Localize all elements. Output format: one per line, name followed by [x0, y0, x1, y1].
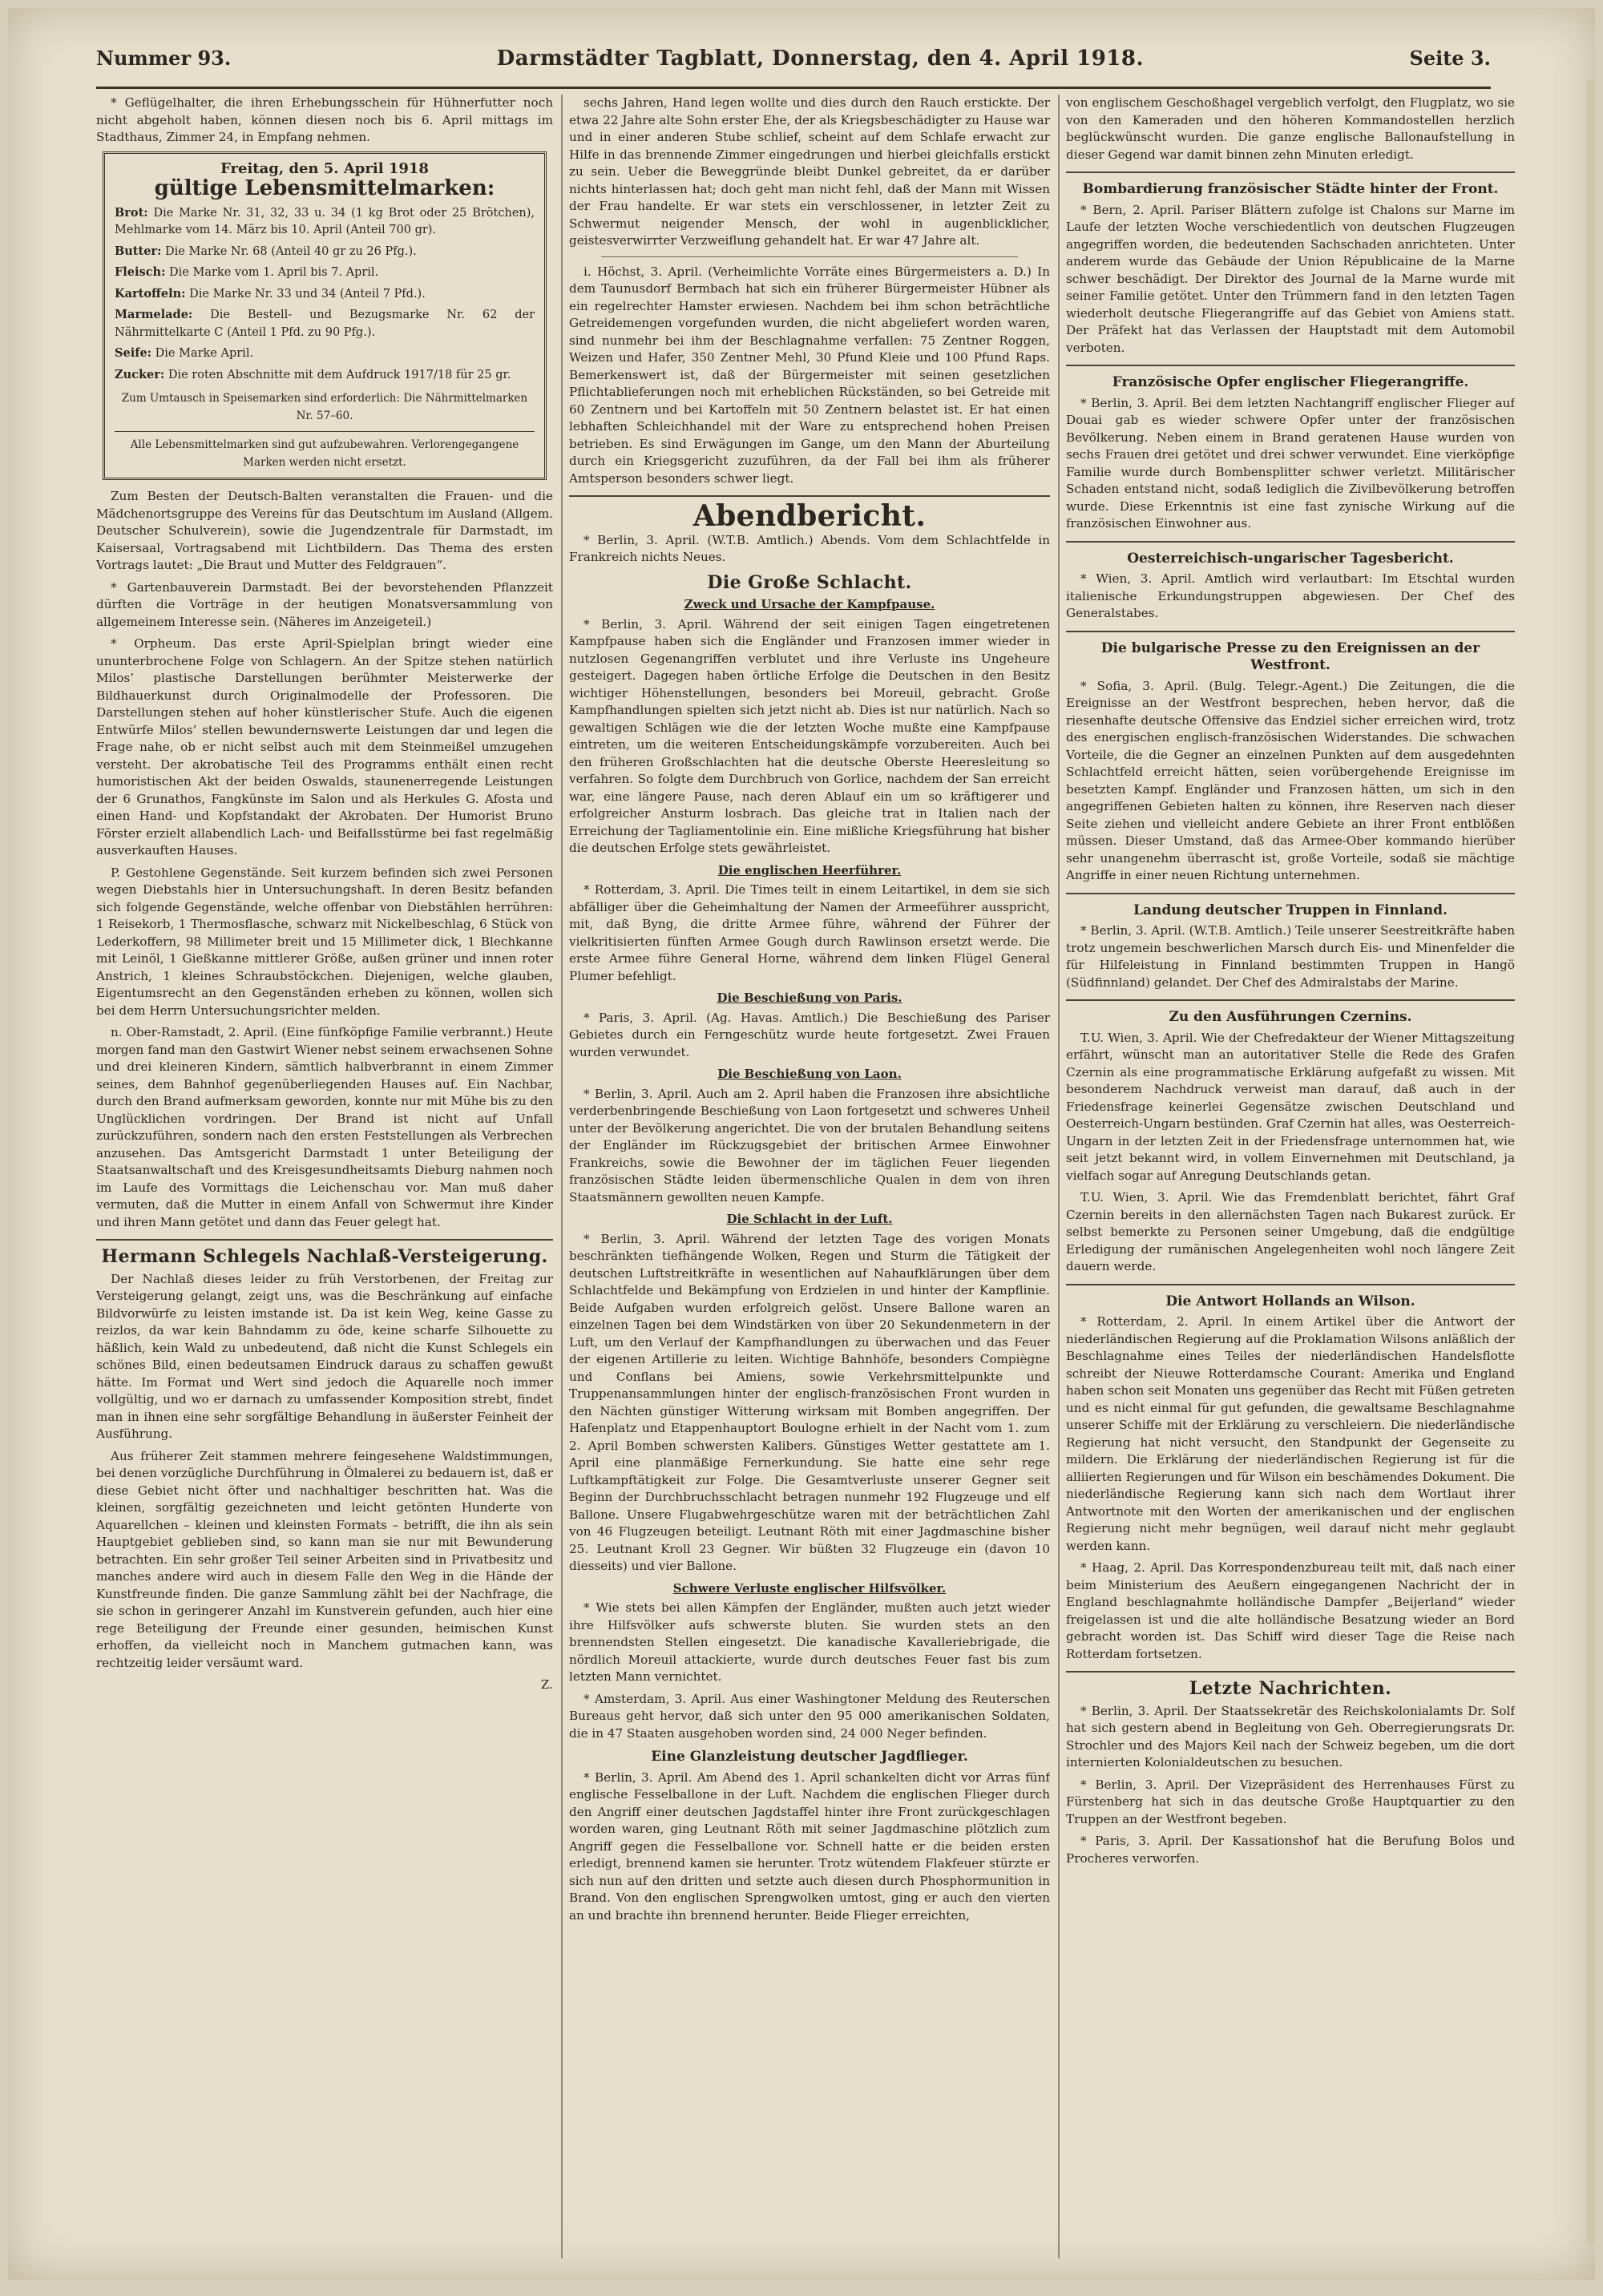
- latest-news-headline: Letzte Nachrichten.: [1189, 1678, 1392, 1699]
- article-paragraph: * Berlin, 3. April. (W.T.B. Amtlich.) Teile unserer Seestreitkräfte haben trotz ungemein beschwerlichen Marsch durch Eis- und Minenfelder die für Hilfeleistung in Finnland bestimmten Truppen in Hangö (Südfinnland) gelandet. Der Chef des Admiralstabs der Marine.: [1066, 923, 1515, 990]
- article-paragraph: * Bern, 2. April. Pariser Blättern zufolge ist Chalons sur Marne im Laufe der letzten Woche verschiedentlich von deutschen Flugzeugen angegriffen worden, die bedeutenden Sachschaden anrichteten. Unter anderem wurde das Gebäude der Union Républicaine de la Marne schwer beschädigt. Der Direktor des Journal de la Marne wurde mit seiner Familie getötet. Unter den Trümmern fand in den letzten Tagen wiederholt deutsche Fliegerangriffe auf das Gebiet von Amiens statt. Der Präfekt hat das Verlassen der Hauptstadt mit dem Automobil verboten.: [1066, 202, 1515, 355]
- fighter-pilot-headline: Eine Glanzleistung deutscher Jagdflieger.: [651, 1749, 968, 1765]
- article-paragraph: T.U. Wien, 3. April. Wie das Fremdenblatt berichtet, fährt Graf Czernin bereits in den allernächsten Tagen nach Bukarest zurück. Er selbst bemerkte zu Personen seiner Umgebung, daß die endgültige Erledigung der rumänischen Angelegenheiten wohl noch längere Zeit dauern werde.: [1066, 1190, 1515, 1273]
- victims-headline: Französische Opfer englischer Fliegerangriffe.: [1112, 374, 1469, 390]
- section-divider: [1066, 999, 1515, 1001]
- newspaper-page: [8, 8, 1595, 2280]
- subheadline: Die Beschießung von Paris.: [717, 991, 902, 1005]
- ration-title: gültige Lebensmittelmarken:: [154, 176, 495, 200]
- ration-footnote: Alle Lebensmittelmarken sind gut aufzubewahren. Verlorengegangene Marken werden nicht ersetzt.: [115, 431, 535, 471]
- article-paragraph: von englischem Geschoßhagel vergeblich verfolgt, den Flugplatz, wo sie von den Kameraden und den höheren Kommandostellen herzlich beglückwünscht wurden. Die ganze englische Ballonaufstellung in dieser Gegend war damit binnen zehn Minuten erledigt.: [1066, 95, 1515, 162]
- newspaper-title: Darmstädter Tagblatt, Donnerstag, den 4. April 1918.: [496, 46, 1145, 71]
- holland-headline: Die Antwort Hollands an Wilson.: [1165, 1293, 1415, 1309]
- article-paragraph: Zum Besten der Deutsch-Balten veranstalten die Frauen- und die Mädchenortsgruppe des Vereins für das Deutschtum im Ausland (Allgem. Deutscher Schulverein), sowie die Jugendzentrale für Darmstadt, im Kaisersaal, Vortragsabend mit Lichtbildern. Das Thema des ersten Vortrags lautet: „Die Braut und Mutter des Feldgrauen“.: [96, 489, 553, 572]
- section-divider: [1066, 1671, 1515, 1673]
- ration-row: Fleisch: Die Marke vom 1. April bis 7. April.: [115, 265, 379, 279]
- section-divider: [569, 495, 1050, 497]
- page-number: Seite 3.: [1409, 46, 1491, 70]
- article-paragraph: i. Höchst, 3. April. (Verheimlichte Vorräte eines Bürgermeisters a. D.) In dem Taunusdorf Bermbach hat sich ein früherer Bürgermeister Hübner als ein regelrechter Hamster erwiesen. Nachdem bei ihm schon beträchtliche Getreidemengen vorgefunden wurden, die nicht abgeliefert worden waren, sind nunmehr bei ihm der Beschlagnahme verfallen: 75 Zentner Roggen, Weizen und Hafer, 350 Zentner Mehl, 30 Pfund Kleie und 100 Pfund Raps. Bemerkenswert ist, daß der Bürgermeister mit seinen gesetzlichen Pflichtablieferungen noch mit erheblichen Rückständen, so bei Getreide mit 60 Zentnern und bei Kartoffeln mit 50 Zentnern belastet ist. Er hat einen lebhaften Schleichhandel mit der Ware zu entsprechend hohen Preisen betrieben. Es sind Erwägungen im Gange, um den Mann der Aburteilung durch ein Kriegsgericht zuzuführen, da der Fall bei ihm als früherer Amtsperson besonders schwer liegt.: [569, 264, 1050, 486]
- article-paragraph: * Berlin, 3. April. Am Abend des 1. April schankelten dicht vor Arras fünf englische Fesselballone in der Luft. Nachdem die englischen Flieger durch den Angriff einer deutschen Jagdstaffel hinter ihre Front zurückgeschlagen worden waren, ging Leutnant Röth mit seiner Jagdmaschine plötzlich zum Angriff gegen die Fesselballone vor. Schnell hatte er die beiden ersten erledigt, brennend kamen sie herunter. Trotz wütendem Flakfeuer stürzte er sich nun auf den dritten und setzte auch diesen durch Phosphormunition in Brand. Von den englischen Sprengwolken umtost, ging er auch den vierten an und brachte ihn brennend herunter. Beide Flieger erreichten,: [569, 1769, 1050, 1923]
- column-1: [96, 95, 553, 2258]
- finland-headline: Landung deutscher Truppen in Finnland.: [1133, 902, 1448, 918]
- ration-row: Zucker: Die roten Abschnitte mit dem Aufdruck 1917/18 für 25 gr.: [115, 367, 511, 381]
- article-paragraph: T.U. Wien, 3. April. Wie der Chefredakteur der Wiener Mittagszeitung erfährt, wünscht man an autoritativer Stelle die Rede des Grafen Czernin als eine programmatische Erklärung aufgefaßt zu wissen. Mit besonderem Nachdruck verweist man darauf, daß auch in der Friedensfrage keinerlei Gegensätze zwischen Deutschland und Oesterreich-Ungarn bestünden. Graf Czernin hat alles, was Oesterreich-Ungarn in der letzten Zeit in der Friedensfrage unternommen hat, wie seit jetzt bekannt wird, in vollem Einvernehmen mit Deutschland, ja vielfach sogar auf Anregung Deutschlands getan.: [1066, 1030, 1515, 1183]
- section-divider: [1066, 893, 1515, 894]
- article-paragraph: P. Gestohlene Gegenstände. Seit kurzem befinden sich zwei Personen wegen Diebstahls hier in Untersuchungshaft. In deren Besitz befanden sich folgende Gegenstände, welche offenbar von Diebstählen herrühren: 1 Reisekorb, 1 Thermosflasche, schwarz mit Nickelbeschlag, 6 Stück von Lederkoffern, 98 Millimeter breit und 15 Millimeter dick, 1 Blechkanne mit Leinöl, 1 Gießkanne mittlerer Größe, außen grüner und innen roter Anstrich, 1 kleines Schraubstöckchen. Diejenigen, welche glauben, Eigentumsrecht an den Gegenständen erheben zu können, wollen sich bei dem Herrn Untersuchungsrichter melden.: [96, 865, 553, 1018]
- bombardment-headline: Bombardierung französischer Städte hinter der Front.: [1082, 181, 1499, 197]
- article-paragraph: * Berlin, 3. April. Während der letzten Tage des vorigen Monats beschränkten tiefhängende Wolken, Regen und Sturm die Tätigkeit der deutschen Luftstreitkräfte in wesentlichen auf Nahaufklärungen über dem Schlachtfelde und Bekämpfung von Erdzielen in und hinter der Kampflinie. Beide Aufgaben wurden erfolgreich gelöst. Unsere Ballone waren an einzelnen Tagen bei dem Windstärken von über 20 Sekundenmetern in der Luft, um den Verlauf der Kampfhandlungen zu überwachen und das Feuer der eigenen Artillerie zu leiten. Wichtige Bahnhöfe, besonders Compiègne und Conflans bei Amiens, sowie Verkehrsmittelpunkte und Truppenansammlungen hinter der englisch-französischen Front wurden in den Nächten günstiger Witterung wirksam mit Bomben angegriffen. Der Hafenplatz und Etappenhauptort Boulogne erhielt in der Nacht vom 1. zum 2. April Bomben schwersten Kalibers. Günstiges Wetter gestattete am 1. April eine planmäßige Fernerkundung. Sie hatte eine sehr rege Luftkampftätigkeit zur Folge. Die Gesamtverluste unserer Gegner seit Beginn der Durchbruchsschlacht betragen nunmehr 192 Flugzeuge und elf Ballone. Unsere Flugabwehrgeschütze waren mit der beträchtlichen Zahl von 46 Flugzeugen beteiligt. Leutnant Röth mit einer Jagdmaschine bisher 25. Leutnant Kroll 23 Gegner. Wir büßten 32 Flugzeuge ein (davon 10 diesseits) und vier Ballone.: [569, 1231, 1050, 1573]
- subheadline: Die Schlacht in der Luft.: [726, 1212, 893, 1226]
- section-divider: [1066, 1284, 1515, 1285]
- article-paragraph: * Rotterdam, 2. April. In einem Artikel über die Antwort der niederländischen Regierung auf die Proklamation Wilsons anläßlich der Beschlagnahme eines Teiles der niederländischen Handelsflotte schreibt der Nieuwe Rotterdamsche Courant: Amerika und England haben schon seit Monaten uns gegenüber das Recht mit Füßen getreten und es nicht einmal für gut gefunden, die gewaltsame Beschlagnahme unserer Schiffe mit der Erklärung zu verschleiern. Die niederländische Regierung hat nicht versucht, den Standpunkt der Gegenseite zu mildern. Die Erklärung der niederländischen Regierung ist für die alliierten Regierungen und für Wilson ein beschämendes Dokument. Die niederländische Regierung kann sich nach dem Wortlaut ihrer Antwortnote mit den Worten der amerikanischen und der englischen Regierung nicht mehr begnügen, weil darauf nicht mehr geglaubt werden kann.: [1066, 1314, 1515, 1553]
- article-paragraph: * Rotterdam, 3. April. Die Times teilt in einem Leitartikel, in dem sie sich abfälliger über die Geheimhaltung der Namen der Armeeführer ausspricht, mit, daß Byng, die dritte Armee führe, während der Führer der vielkritisierten fünften Armee Gough durch Rawlinson ersetzt werde. Die erste Armee führe General Horne, während dem linken Flügel General Plumer befehligt.: [569, 882, 1050, 983]
- subheadline: Die Beschießung von Laon.: [717, 1067, 902, 1081]
- article-paragraph: * Amsterdam, 3. April. Aus einer Washingtoner Meldung des Reuterschen Bureaus geht hervor, daß sich unter den 95 000 amerikanischen Soldaten, die in 47 Staaten ausgehoben worden sind, 24 000 Neger befinden.: [569, 1691, 1050, 1741]
- article-paragraph: * Orpheum. Das erste April-Spielplan bringt wieder eine ununterbrochene Folge von Schlagern. An der Spitze stehen natürlich Milos’ plastische Darstellungen berühmter Meisterwerke der Bildhauerkunst durch Originalmodelle der Professoren. Die Darstellungen stehen auf hoher künstlerischer Stufe. Auch die eigenen Entwürfe Milos’ stellen bewundernswerte Leistungen dar und legen die Frage nahe, ob er nicht selbst auch mit dem Steinmeißel umzugehen versteht. Der akrobatische Teil des Programms enthält einen recht humoristischen Akt der beiden Oswalds, staunenerregende Leistungen der 6 Grunathos, Fangkünste im Salon und als Herkules G. Afosta und einen Hand- und Kopfstandakt der Akrobaten. Der Humorist Bruno Förster erzielt allabendlich Lach- und Beifallsstürme bei fast regelmäßig ausverkauften Hauses.: [96, 636, 553, 857]
- ration-row: Butter: Die Marke Nr. 68 (Anteil 40 gr zu 26 Pfg.).: [115, 244, 417, 258]
- article-paragraph: * Berlin, 3. April. Bei dem letzten Nachtangriff englischer Flieger auf Douai gab es wieder schwere Opfer unter der französischen Bevölkerung. Neben einem in Brand geratenen Hause wurden von sechs Frauen drei getötet und drei schwer verwundet. Eine vierköpfige Familie wurde durch Bombensplitter schwer verletzt. Militärischer Schaden entstand nicht, sodaß lediglich die Zivilbevölkerung betroffen wurde. Diese Erkenntnis ist eine fast zynische Wirkung auf die französischen Einwohner aus.: [1066, 395, 1515, 531]
- ration-row: Brot: Die Marke Nr. 31, 32, 33 u. 34 (1 kg Brot oder 25 Brötchen), Mehlmarke vom 14. März bis 10. April (Anteil 700 gr).: [115, 205, 535, 236]
- article-paragraph: * Haag, 2. April. Das Korrespondenzbureau teilt mit, daß nach einer beim Ministerium des Aeußern eingegangenen Nachricht der in England beschlagnahmte holländische Dampfer „Beijerland“ wieder freigelassen ist und die alte holländische Besatzung wieder an Bord gebracht worden ist. Das Schiff wird dieser Tage die Reise nach Rotterdam fortsetzen.: [1066, 1560, 1515, 1661]
- article-paragraph: * Berlin, 3. April. Der Staatssekretär des Reichskolonialamts Dr. Solf hat sich gestern abend in Begleitung von Geh. Oberregierungsrats Dr. Strochler und des Majors Keil nach der Schweiz begeben, um die dort internierten Kolonialdeutschen zu besuchen.: [1066, 1703, 1515, 1769]
- article-paragraph: * Berlin, 3. April. Der Vizepräsident des Herrenhauses Fürst zu Fürstenberg hat sich in das deutsche Große Hauptquartier zu den Truppen an der Westfront begeben.: [1066, 1777, 1515, 1826]
- masthead: [96, 46, 1491, 89]
- section-divider: [1066, 365, 1515, 366]
- czernin-headline: Zu den Ausführungen Czernins.: [1169, 1009, 1412, 1025]
- ration-row: Kartoffeln: Die Marke Nr. 33 und 34 (Anteil 7 Pfd.).: [115, 286, 426, 301]
- article-intro: * Geflügelhalter, die ihren Erhebungsschein für Hühnerfutter noch nicht abgeholt haben, können diesen noch bis 6. April mittags im Stadthaus, Zimmer 24, in Empfang nehmen.: [96, 95, 553, 144]
- section-divider: [1066, 171, 1515, 173]
- battle-subheadline: Zweck und Ursache der Kampfpause.: [684, 597, 935, 611]
- bulgarian-press-headline: Die bulgarische Presse zu den Ereignissen an der Westfront.: [1100, 640, 1480, 673]
- auction-headline: Hermann Schlegels Nachlaß-Versteigerung.: [101, 1246, 548, 1267]
- article-paragraph: * Wie stets bei allen Kämpfen der Engländer, mußten auch jetzt wieder ihre Hilfsvölker aufs schwerste bluten. Sie wurden stets an den brennendsten Stellen eingesetzt. Die kanadische Kavalleriebrigade, die nördlich Moreuil attackierte, wurde durch deutsches Feuer fast bis zum letzten Mann vernichtet.: [569, 1600, 1050, 1684]
- article-paragraph: * Berlin, 3. April. Auch am 2. April haben die Franzosen ihre absichtliche verderbenbringende Beschießung von Laon fortgesetzt und schweres Unheil unter der Bevölkerung angerichtet. Die von der brutalen Behandlung seitens der Engländer im Rückzugsgebiet der britischen Armee Einwohner Frankreichs, sowie die Bewohner der im täglichen Feuer liegenden französischen Städte leiden übermenschliche Qualen in dem von ihren Staatsmännern gewollten neuen Kampfe.: [569, 1086, 1050, 1204]
- column-rule: [1058, 95, 1060, 2258]
- article-paragraph: sechs Jahren, Hand legen wollte und dies durch den Rauch erstickte. Der etwa 22 Jahre alte Sohn erster Ehe, der als Kriegsbeschädigter zu Hause war und in einer anderen Stube schlief, scheint auf dem Schlafe erwacht zur Hilfe in das brennende Zimmer eingedrungen und hierbei gleichfalls erstickt zu sein. Ueber die Beweggründe bleibt Dunkel gebreitet, da er darüber nichts hinterlassen hat; doch geht man nicht fehl, daß der Mann mit Wissen der Frau handelte. Er war stets ein verschlossener, in letzter Zeit zu Schwermut neigender Mensch, der wohl in augenblicklicher, geistesverwirrter Verzweiflung gehandelt hat. Er war 47 Jahre alt.: [569, 95, 1050, 248]
- article-paragraph: Aus früherer Zeit stammen mehrere feingesehene Waldstimmungen, bei denen vorzügliche Durchführung in Ölmalerei zu bedauern ist, daß er diese Gebiet nicht öfter und nachhaltiger beschritten hat. Was die kleinen, sorgfältig gezeichneten und leicht getönten Hunderte von Aquarellchen – kleinen und kleinsten Formats – betrifft, die ihn als sein Hauptgebiet geblieben sind, so kann man sie nur mit Bewunderung betrachten. Ein sehr großer Teil seiner Arbeiten sind in Privatbesitz und manches andere wird auch in diesem Falle den Weg in die Hände der Kunstfreunde finden. Die ganze Sammlung zählt bei der Nachfrage, die sie schon in geringerer Anzahl im Kunstverein gefunden, auch hier eine rege Beteiligung der Freunde einer gesunden, heimischen Kunst erhoffen, da vielleicht noch in Manchem gutmachen kann, was rechtzeitig leider versäumt ward.: [96, 1448, 553, 1670]
- ration-note: Zum Umtausch in Speisemarken sind erforderlich: Die Nährmittelmarken Nr. 57–60.: [121, 392, 528, 422]
- ration-row: Seife: Die Marke April.: [115, 346, 254, 360]
- column-2: [569, 95, 1050, 2258]
- column-rule: [561, 95, 563, 2258]
- section-divider: [601, 256, 1018, 257]
- column-3: [1066, 95, 1515, 2258]
- article-signature: Z.: [540, 1677, 553, 1692]
- section-divider: [96, 1239, 553, 1241]
- austria-report-headline: Oesterreichisch-ungarischer Tagesbericht.: [1127, 550, 1454, 567]
- subheadline: Schwere Verluste englischer Hilfsvölker.: [672, 1580, 947, 1596]
- ration-row: Marmelade: Die Bestell- und Bezugsmarke Nr. 62 der Nährmittelkarte C (Anteil 1 Pfd. zu 90 Pfg.).: [115, 308, 535, 339]
- article-paragraph: n. Ober-Ramstadt, 2. April. (Eine fünfköpfige Familie verbrannt.) Heute morgen fand man den Gastwirt Wiener nebst seinem erwachsenen Sohne und drei kleineren Kindern, sämtlich halbverbrannt in einem Zimmer seines, dem Bahnhof gegenüberliegenden Hauses auf. Ein Nachbar, durch den Brand aufmerksam geworden, konnte nur mit Mühe bis zu den Unglücklichen vordringen. Der Brand ist nicht auf Unfall zurückzuführen, sondern nach den ersten Feststellungen als Verbrechen anzusehen. Das Amtsgericht Darmstadt 1 unter Beteiligung der Staatsanwaltschaft und des Kreisgesundheitsamts Dieburg nahmen noch im Laufe des Vormittags die Leichenschau vor. Man muß daher vermuten, daß die Mutter in einem Anfall von Schwermut ihre Kinder und ihren Mann getötet und dann das Feuer gelegt hat.: [96, 1025, 553, 1229]
- article-paragraph: * Sofia, 3. April. (Bulg. Telegr.-Agent.) Die Zeitungen, die die Ereignisse an der Westfront besprechen, heben hervor, daß die riesenhafte deutsche Offensive das Endziel sicher erreichen wird, trotz des energischen englisch-französischen Widerstandes. Die schwachen Vorteile, die die Gegner an einzelnen Punkten auf dem ausgedehnten Schlachtfeld erreicht hätten, seien vorübergehende Ereignisse im besetzten Kampf. Engländer und Franzosen hätten, um sich in den angegriffenen Gebieten halten zu können, ihre Reserven nach dieser Seite ziehen und vielleicht andere Gebiete an ihrer Front entblößen müssen. Dieser Umstand, daß das Armee-Ober kommando hierüber sehr unangenehm überrascht ist, große Vorteile, sodaß sie mächtige Angriffe in einer neuen Richtung unternehmen.: [1066, 678, 1515, 882]
- issue-number: Nummer 93.: [96, 46, 232, 70]
- ration-date: Freitag, den 5. April 1918: [220, 159, 429, 177]
- battle-headline: Die Große Schlacht.: [707, 571, 912, 593]
- article-paragraph: * Berlin, 3. April. Während der seit einigen Tagen eingetretenen Kampfpause haben sich die Engländer und Franzosen immer wieder in nutzlosen Gegenangriffen verblutet und ihre Verluste ins Ungeheure gesteigert. Dagegen haben örtliche Erfolge die Deutschen in den Besitz wichtiger Höhenstellungen, besonders bei Moreuil, gebracht. Große Kampfhandlungen spielten sich jetzt nicht ab. Dies ist nur natürlich. Nach so gewaltigen Schlägen wie die der letzten Woche mußte eine Kampfpause eintreten, um die weiteren Entscheidungskämpfe vorzubereiten. Auch bei den früheren Großschlachten hat die deutsche Oberste Heeresleitung so verfahren. So folgte dem Durchbruch von Gorlice, nachdem der San erreicht war, eine längere Pause, nach deren Ablauf ein um so kräftigerer und erfolgreicher Ansturm losbrach. Das gleiche trat in Italien nach der Erreichung der Tagliamentolinie ein. Eine mißliche Kriegsführung hat bisher die deutschen Erfolge stets gewährleistet.: [569, 616, 1050, 855]
- section-divider: [1066, 541, 1515, 543]
- section-divider: [1066, 631, 1515, 632]
- ration-box: [103, 151, 547, 481]
- evening-report-headline: Abendbericht.: [692, 499, 927, 533]
- subheadline: Die englischen Heerführer.: [717, 862, 902, 878]
- article-paragraph: * Paris, 3. April. Der Kassationshof hat die Berufung Bolos und Procheres verworfen.: [1066, 1834, 1515, 1866]
- article-paragraph: * Berlin, 3. April. (W.T.B. Amtlich.) Abends. Vom dem Schlachtfelde in Frankreich nichts Neues.: [569, 532, 1050, 564]
- article-paragraph: * Paris, 3. April. (Ag. Havas. Amtlich.) Die Beschießung des Pariser Gebietes durch ein Ferngeschütz wurde heute fortgesetzt. Zwei Frauen wurden verwundet.: [569, 1010, 1050, 1059]
- article-paragraph: * Gartenbauverein Darmstadt. Bei der bevorstehenden Pflanzzeit dürften die Vorträge in der heutigen Monatsversammlung von allgemeinem Interesse sein. (Näheres im Anzeigeteil.): [96, 579, 553, 629]
- adjacent-page-edge: [1587, 80, 1595, 2244]
- article-paragraph: Der Nachlaß dieses leider zu früh Verstorbenen, der Freitag zur Versteigerung gelangt, zeigt uns, was die Beschränkung auf einfache Bildvorwürfe zu leisten imstande ist. Da ist kein Weg, keine Gasse zu reizlos, da war kein Bahndamm zu öde, keine scharfe Silhouette zu häßlich, kein Wald zu unbedeutend, daß nicht die Kunst Schlegels ein schönes Bild, einen bedeutsamen Eindruck daraus zu schaffen gewußt hätte. Im Format und Wert sind jedoch die Aquarelle noch immer vollgültig, und wo er darnach zu umfassender Komposition strebt, findet man in ihnen eine sehr sorgfältige Behandlung in äußerster Feinheit der Ausführung.: [96, 1271, 553, 1441]
- article-paragraph: * Wien, 3. April. Amtlich wird verlautbart: Im Etschtal wurden italienische Erkundungstruppen abgewiesen. Der Chef des Generalstabes.: [1066, 571, 1515, 620]
